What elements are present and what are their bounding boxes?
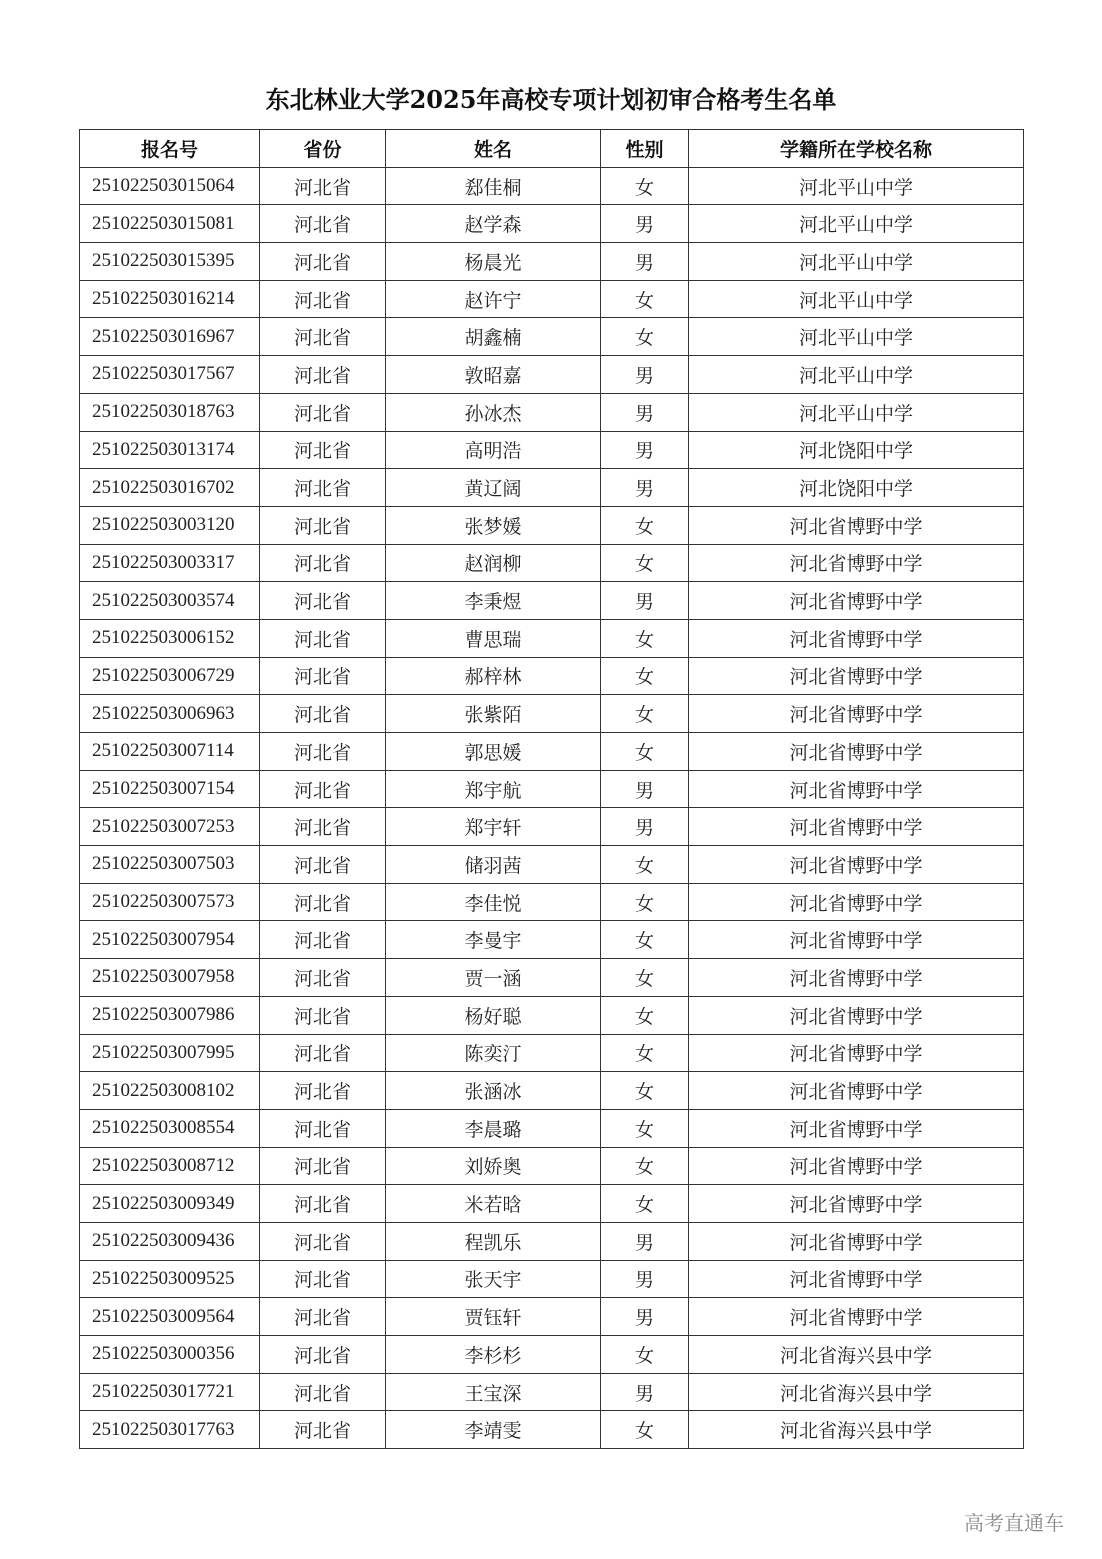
header-name: 姓名 — [386, 130, 601, 168]
table-row — [80, 167, 1024, 205]
school-cell: 河北省博野中学 — [689, 996, 1024, 1034]
province-cell: 河北省 — [260, 1411, 386, 1449]
gender-cell: 女 — [601, 695, 689, 733]
registration-number-cell: 251022503007573 — [80, 883, 260, 921]
school-cell: 河北平山中学 — [689, 393, 1024, 431]
gender-cell: 男 — [601, 1260, 689, 1298]
name-cell: 胡鑫楠 — [386, 318, 601, 356]
province-cell: 河北省 — [260, 1109, 386, 1147]
table-row — [80, 1222, 1024, 1260]
gender-cell: 女 — [601, 921, 689, 959]
table-row — [80, 808, 1024, 846]
table-row — [80, 1298, 1024, 1336]
school-cell: 河北平山中学 — [689, 318, 1024, 356]
registration-number-cell: 251022503009564 — [80, 1298, 260, 1336]
table-row — [80, 243, 1024, 281]
registration-number-cell: 251022503003574 — [80, 582, 260, 620]
registration-number-cell: 251022503007995 — [80, 1034, 260, 1072]
name-cell: 陈奕汀 — [386, 1034, 601, 1072]
gender-cell: 女 — [601, 657, 689, 695]
province-cell: 河北省 — [260, 1298, 386, 1336]
school-cell: 河北省博野中学 — [689, 1109, 1024, 1147]
table-row — [80, 733, 1024, 771]
registration-number-cell: 251022503007954 — [80, 921, 260, 959]
name-cell: 赵学森 — [386, 205, 601, 243]
school-cell: 河北省博野中学 — [689, 1072, 1024, 1110]
gender-cell: 女 — [601, 619, 689, 657]
name-cell: 李晨璐 — [386, 1109, 601, 1147]
school-cell: 河北饶阳中学 — [689, 469, 1024, 507]
province-cell: 河北省 — [260, 1072, 386, 1110]
gender-cell: 男 — [601, 356, 689, 394]
name-cell: 赵许宁 — [386, 280, 601, 318]
gender-cell: 女 — [601, 1109, 689, 1147]
gender-cell: 男 — [601, 1373, 689, 1411]
gender-cell: 女 — [601, 959, 689, 997]
registration-number-cell: 251022503006963 — [80, 695, 260, 733]
name-cell: 李杉杉 — [386, 1336, 601, 1374]
table-row — [80, 1072, 1024, 1110]
header-province: 省份 — [260, 130, 386, 168]
candidate-table — [79, 129, 1024, 1449]
table-row — [80, 1109, 1024, 1147]
gender-cell: 男 — [601, 1222, 689, 1260]
school-cell: 河北饶阳中学 — [689, 431, 1024, 469]
document-title: 东北林业大学2025年高校专项计划初审合格考生名单 — [265, 85, 837, 114]
name-cell: 张紫陌 — [386, 695, 601, 733]
name-cell: 李靖雯 — [386, 1411, 601, 1449]
table-row — [80, 1185, 1024, 1223]
gender-cell: 女 — [601, 1411, 689, 1449]
registration-number-cell: 251022503017567 — [80, 356, 260, 394]
table-row — [80, 280, 1024, 318]
province-cell: 河北省 — [260, 243, 386, 281]
province-cell: 河北省 — [260, 959, 386, 997]
gender-cell: 男 — [601, 1298, 689, 1336]
gender-cell: 女 — [601, 883, 689, 921]
registration-number-cell: 251022503006152 — [80, 619, 260, 657]
registration-number-cell: 251022503007958 — [80, 959, 260, 997]
province-cell: 河北省 — [260, 469, 386, 507]
school-cell: 河北省博野中学 — [689, 1147, 1024, 1185]
table-row — [80, 1411, 1024, 1449]
school-cell: 河北省博野中学 — [689, 770, 1024, 808]
table-row — [80, 770, 1024, 808]
name-cell: 张天宇 — [386, 1260, 601, 1298]
table-body — [80, 167, 1024, 1448]
gender-cell: 男 — [601, 393, 689, 431]
province-cell: 河北省 — [260, 846, 386, 884]
name-cell: 赵润柳 — [386, 544, 601, 582]
table-row — [80, 1147, 1024, 1185]
table-row — [80, 996, 1024, 1034]
province-cell: 河北省 — [260, 996, 386, 1034]
registration-number-cell: 251022503000356 — [80, 1336, 260, 1374]
province-cell: 河北省 — [260, 582, 386, 620]
table-row — [80, 506, 1024, 544]
gender-cell: 男 — [601, 770, 689, 808]
province-cell: 河北省 — [260, 280, 386, 318]
registration-number-cell: 251022503018763 — [80, 393, 260, 431]
registration-number-cell: 251022503006729 — [80, 657, 260, 695]
province-cell: 河北省 — [260, 1373, 386, 1411]
header-school: 学籍所在学校名称 — [689, 130, 1024, 168]
name-cell: 郝梓林 — [386, 657, 601, 695]
registration-number-cell: 251022503008712 — [80, 1147, 260, 1185]
registration-number-cell: 251022503007253 — [80, 808, 260, 846]
school-cell: 河北省博野中学 — [689, 921, 1024, 959]
gender-cell: 男 — [601, 243, 689, 281]
name-cell: 高明浩 — [386, 431, 601, 469]
gender-cell: 女 — [601, 996, 689, 1034]
province-cell: 河北省 — [260, 619, 386, 657]
gender-cell: 女 — [601, 506, 689, 544]
province-cell: 河北省 — [260, 544, 386, 582]
registration-number-cell: 251022503007154 — [80, 770, 260, 808]
table-row — [80, 431, 1024, 469]
name-cell: 米若晗 — [386, 1185, 601, 1223]
table-row — [80, 582, 1024, 620]
school-cell: 河北省博野中学 — [689, 1298, 1024, 1336]
registration-number-cell: 251022503015395 — [80, 243, 260, 281]
province-cell: 河北省 — [260, 1034, 386, 1072]
school-cell: 河北省博野中学 — [689, 1185, 1024, 1223]
school-cell: 河北平山中学 — [689, 167, 1024, 205]
registration-number-cell: 251022503016214 — [80, 280, 260, 318]
registration-number-cell: 251022503003317 — [80, 544, 260, 582]
registration-number-cell: 251022503007986 — [80, 996, 260, 1034]
table-row — [80, 393, 1024, 431]
name-cell: 孙冰杰 — [386, 393, 601, 431]
name-cell: 张涵冰 — [386, 1072, 601, 1110]
registration-number-cell: 251022503016967 — [80, 318, 260, 356]
table-row — [80, 1034, 1024, 1072]
province-cell: 河北省 — [260, 770, 386, 808]
gender-cell: 女 — [601, 1072, 689, 1110]
name-cell: 郑宇轩 — [386, 808, 601, 846]
registration-number-cell: 251022503007114 — [80, 733, 260, 771]
school-cell: 河北省博野中学 — [689, 733, 1024, 771]
name-cell: 杨晨光 — [386, 243, 601, 281]
table-row — [80, 921, 1024, 959]
province-cell: 河北省 — [260, 657, 386, 695]
gender-cell: 男 — [601, 205, 689, 243]
gender-cell: 女 — [601, 544, 689, 582]
name-cell: 郑宇航 — [386, 770, 601, 808]
registration-number-cell: 251022503017721 — [80, 1373, 260, 1411]
name-cell: 李秉煜 — [386, 582, 601, 620]
table-row — [80, 1260, 1024, 1298]
province-cell: 河北省 — [260, 205, 386, 243]
table-row — [80, 1336, 1024, 1374]
province-cell: 河北省 — [260, 1222, 386, 1260]
school-cell: 河北平山中学 — [689, 243, 1024, 281]
gender-cell: 男 — [601, 808, 689, 846]
registration-number-cell: 251022503013174 — [80, 431, 260, 469]
gender-cell: 女 — [601, 1147, 689, 1185]
province-cell: 河北省 — [260, 393, 386, 431]
table-row — [80, 1373, 1024, 1411]
table-row — [80, 657, 1024, 695]
school-cell: 河北省博野中学 — [689, 619, 1024, 657]
school-cell: 河北省海兴县中学 — [689, 1373, 1024, 1411]
registration-number-cell: 251022503017763 — [80, 1411, 260, 1449]
table-row — [80, 959, 1024, 997]
province-cell: 河北省 — [260, 1336, 386, 1374]
name-cell: 李曼宇 — [386, 921, 601, 959]
table-row — [80, 619, 1024, 657]
table-row — [80, 544, 1024, 582]
gender-cell: 男 — [601, 582, 689, 620]
name-cell: 曹思瑞 — [386, 619, 601, 657]
gender-cell: 女 — [601, 280, 689, 318]
table-row — [80, 695, 1024, 733]
province-cell: 河北省 — [260, 1185, 386, 1223]
name-cell: 贾一涵 — [386, 959, 601, 997]
school-cell: 河北省博野中学 — [689, 1222, 1024, 1260]
table-row — [80, 469, 1024, 507]
province-cell: 河北省 — [260, 921, 386, 959]
table-row — [80, 846, 1024, 884]
school-cell: 河北省博野中学 — [689, 959, 1024, 997]
school-cell: 河北省博野中学 — [689, 808, 1024, 846]
name-cell: 敦昭嘉 — [386, 356, 601, 394]
watermark: 高考直通车 — [964, 1511, 1064, 1535]
province-cell: 河北省 — [260, 431, 386, 469]
name-cell: 郭思媛 — [386, 733, 601, 771]
province-cell: 河北省 — [260, 1260, 386, 1298]
province-cell: 河北省 — [260, 318, 386, 356]
school-cell: 河北平山中学 — [689, 280, 1024, 318]
school-cell: 河北省博野中学 — [689, 883, 1024, 921]
name-cell: 杨好聪 — [386, 996, 601, 1034]
province-cell: 河北省 — [260, 356, 386, 394]
gender-cell: 女 — [601, 1336, 689, 1374]
province-cell: 河北省 — [260, 167, 386, 205]
gender-cell: 女 — [601, 167, 689, 205]
school-cell: 河北省博野中学 — [689, 506, 1024, 544]
school-cell: 河北平山中学 — [689, 356, 1024, 394]
registration-number-cell: 251022503009525 — [80, 1260, 260, 1298]
school-cell: 河北省博野中学 — [689, 1260, 1024, 1298]
school-cell: 河北平山中学 — [689, 205, 1024, 243]
gender-cell: 女 — [601, 733, 689, 771]
table-header-row — [80, 130, 1024, 168]
school-cell: 河北省博野中学 — [689, 695, 1024, 733]
province-cell: 河北省 — [260, 506, 386, 544]
registration-number-cell: 251022503015064 — [80, 167, 260, 205]
registration-number-cell: 251022503007503 — [80, 846, 260, 884]
school-cell: 河北省博野中学 — [689, 846, 1024, 884]
province-cell: 河北省 — [260, 883, 386, 921]
table-row — [80, 356, 1024, 394]
name-cell: 郄佳桐 — [386, 167, 601, 205]
province-cell: 河北省 — [260, 808, 386, 846]
registration-number-cell: 251022503015081 — [80, 205, 260, 243]
province-cell: 河北省 — [260, 695, 386, 733]
registration-number-cell: 251022503009436 — [80, 1222, 260, 1260]
name-cell: 王宝深 — [386, 1373, 601, 1411]
gender-cell: 女 — [601, 846, 689, 884]
name-cell: 李佳悦 — [386, 883, 601, 921]
name-cell: 储羽茜 — [386, 846, 601, 884]
name-cell: 黄辽阔 — [386, 469, 601, 507]
gender-cell: 女 — [601, 318, 689, 356]
registration-number-cell: 251022503009349 — [80, 1185, 260, 1223]
gender-cell: 女 — [601, 1034, 689, 1072]
school-cell: 河北省海兴县中学 — [689, 1336, 1024, 1374]
name-cell: 刘娇奥 — [386, 1147, 601, 1185]
school-cell: 河北省博野中学 — [689, 657, 1024, 695]
registration-number-cell: 251022503016702 — [80, 469, 260, 507]
header-gender: 性别 — [601, 130, 689, 168]
gender-cell: 男 — [601, 431, 689, 469]
name-cell: 贾钰轩 — [386, 1298, 601, 1336]
province-cell: 河北省 — [260, 1147, 386, 1185]
gender-cell: 男 — [601, 469, 689, 507]
registration-number-cell: 251022503008554 — [80, 1109, 260, 1147]
name-cell: 程凯乐 — [386, 1222, 601, 1260]
table-row — [80, 318, 1024, 356]
name-cell: 张梦媛 — [386, 506, 601, 544]
province-cell: 河北省 — [260, 733, 386, 771]
header-registration-number: 报名号 — [80, 130, 260, 168]
table-row — [80, 883, 1024, 921]
school-cell: 河北省博野中学 — [689, 582, 1024, 620]
registration-number-cell: 251022503003120 — [80, 506, 260, 544]
table-row — [80, 205, 1024, 243]
gender-cell: 女 — [601, 1185, 689, 1223]
school-cell: 河北省博野中学 — [689, 544, 1024, 582]
school-cell: 河北省博野中学 — [689, 1034, 1024, 1072]
school-cell: 河北省海兴县中学 — [689, 1411, 1024, 1449]
registration-number-cell: 251022503008102 — [80, 1072, 260, 1110]
